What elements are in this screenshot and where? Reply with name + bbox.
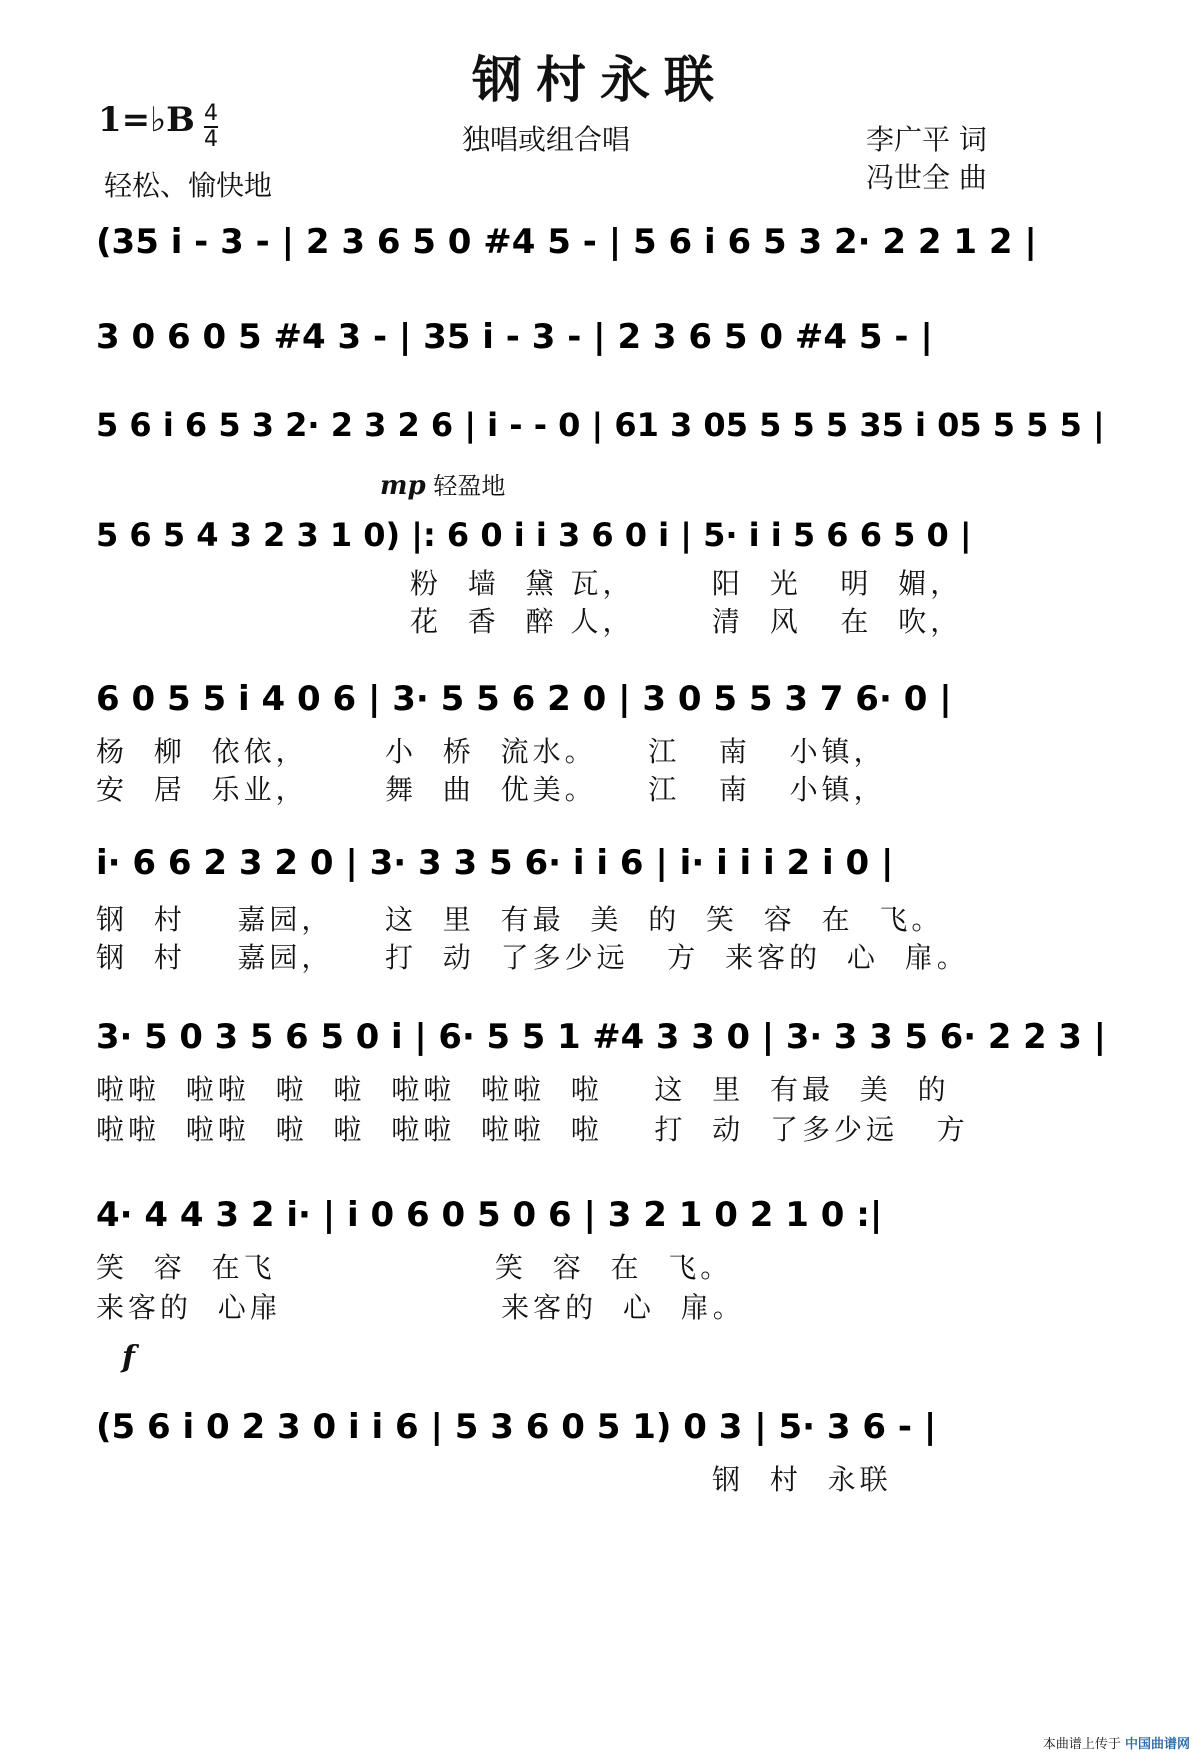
score-row-6 xyxy=(96,826,1116,896)
lyric-row8-verse2: 来客的 心扉 来客的 心 扉。 xyxy=(96,1291,745,1324)
score-row-3 xyxy=(96,388,1116,458)
lyric-row7-verse1: 啦啦 啦啦 啦 啦 啦啦 啦啦 啦 这 里 有最 美 的 xyxy=(96,1073,950,1106)
lyric-row8-verse1: 笑 容 在飞 笑 容 在 飞。 xyxy=(96,1251,733,1284)
composer: 冯世全 曲 xyxy=(866,161,987,194)
song-title: 钢村永联 xyxy=(472,51,728,109)
footer-text: 本曲谱上传于 xyxy=(1042,1737,1121,1752)
score-row-2 xyxy=(96,300,1116,370)
notation-row-1 xyxy=(96,205,1116,275)
lyric-row6-verse2: 钢 村 嘉园， 打 动 了多少远 方 来客的 心 扉。 xyxy=(96,941,969,974)
row6-notes: i· 6 6 2 3 2 0 | 3· 3 3 5 6· i i 6 | i· i i i 2 i 0 | xyxy=(96,843,894,883)
lyric-row5-verse1: 杨 柳 依依， 小 桥 流水。 江 南 小镇， xyxy=(96,735,886,768)
notation-row-4 xyxy=(96,498,1116,568)
lyric-row7-verse2: 啦啦 啦啦 啦 啦 啦啦 啦啦 啦 打 动 了多少远 方 xyxy=(96,1113,969,1146)
tempo-marking: 轻松、愉快地 xyxy=(104,169,273,202)
notation-row-8 xyxy=(96,1178,1116,1248)
dynamic-f: f xyxy=(122,1340,135,1375)
row4-notes: 5 6 5 4 3 2 3 1 0) |: 6 0 i i 3 6 0 i | 5· i i 5 6 6 5 0 | xyxy=(96,516,972,554)
notation-row-9 xyxy=(96,1390,1116,1460)
score-row-5 xyxy=(96,662,1116,732)
row5-notes: 6 0 5 5 i 4 0 6 | 3· 5 5 6 2 0 | 3 0 5 5 3 7 6· 0 | xyxy=(96,679,952,719)
lyric-row4-verse1: 粉 墙 黛 瓦， 阳 光 明 媚， xyxy=(410,567,963,600)
row3-notes: 5 6 i 6 5 3 2· 2 3 2 6 | i - - 0 | 61 3 05 5 5 5 35 i 05 5 5 5 | xyxy=(96,406,1105,444)
notation-row-5 xyxy=(96,662,1116,732)
performance-note: 独唱或组合唱 xyxy=(462,123,631,156)
footer-watermark xyxy=(1043,1733,1190,1752)
notation-row-2 xyxy=(96,300,1116,370)
key-signature-block xyxy=(98,100,218,152)
row8-notes: 4· 4 4 3 2 i· | i 0 6 0 5 0 6 | 3 2 1 0 2 1 0 :| xyxy=(96,1195,883,1235)
row2-notes: 3 0 6 0 5 #4 3 - | 35 i - 3 - | 2 3 6 5 0 #4 5 - | xyxy=(96,317,933,357)
lyric-row6-verse1: 钢 村 嘉园， 这 里 有最 美 的 笑 容 在 飞。 xyxy=(96,903,944,936)
time-sig-top: 4 xyxy=(204,100,219,126)
row9-notes: (5 6 i 0 2 3 0 i i 6 | 5 3 6 0 5 1) 0 3 | 5· 3 6 - | xyxy=(96,1407,937,1447)
lyric-row4-verse2: 花 香 醉 人， 清 风 在 吹， xyxy=(410,605,963,638)
time-sig-bottom: 4 xyxy=(204,126,219,152)
score-row-1 xyxy=(96,205,1116,275)
score-row-8 xyxy=(96,1178,1116,1248)
dynamic-mp-text: 轻盈地 xyxy=(433,472,506,500)
lyricist: 李广平 词 xyxy=(866,123,987,156)
notation-row-3 xyxy=(96,388,1116,458)
score-row-7 xyxy=(96,1000,1116,1070)
score-row-4 xyxy=(96,498,1116,568)
score-row-9 xyxy=(96,1390,1116,1460)
dynamic-mp: mp xyxy=(380,471,426,501)
time-signature xyxy=(204,102,218,152)
lyric-row5-verse2: 安 居 乐业， 舞 曲 优美。 江 南 小镇， xyxy=(96,773,886,806)
notation-row-7 xyxy=(96,1000,1116,1070)
key-signature: 1=♭B xyxy=(98,100,195,140)
footer-brand: 中国曲谱网 xyxy=(1124,1737,1190,1752)
row1-notes: (35 i - 3 - | 2 3 6 5 0 #4 5 - | 5 6 i 6 5 3 2· 2 2 1 2 | xyxy=(96,222,1037,262)
notation-row-6 xyxy=(96,826,1116,896)
row7-notes: 3· 5 0 3 5 6 5 0 i | 6· 5 5 1 #4 3 3 0 | 3· 3 3 5 6· 2 2 3 | xyxy=(96,1017,1106,1057)
lyric-row9-verse1: 钢 村 永联 xyxy=(712,1463,892,1496)
dynamic-mp-block xyxy=(380,466,505,501)
